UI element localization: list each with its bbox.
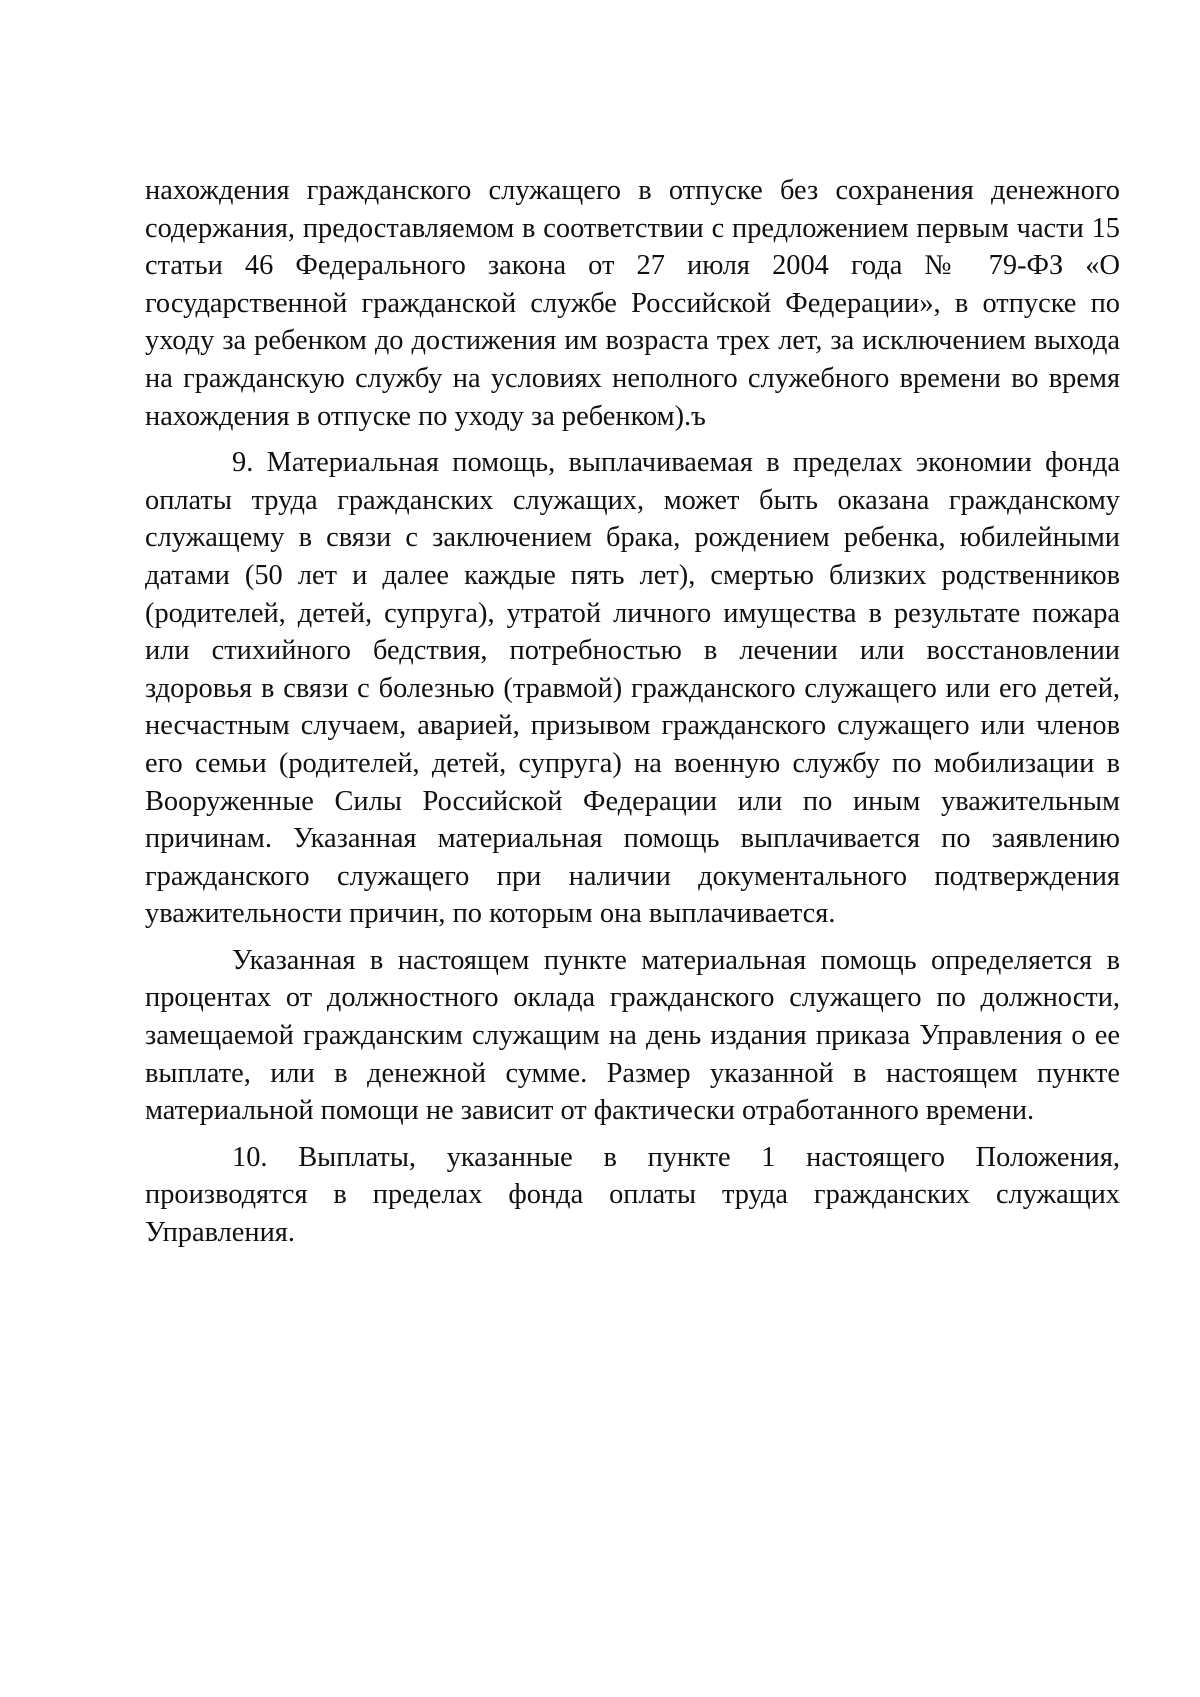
paragraph-continuation: нахождения гражданского служащего в отпуске без сохранения денежного содержания, предоставляемом в соответствии с предложением первым части 15 статьи 46 Федерального закона от 27 июля 2004 года № 79-ФЗ «О государственной гражданской службе Российской Федерации», в отпуске по уходу за ребенком до достижения им возраста трех лет, за исключением выхода на гражданскую службу на условиях неполного служебного времени во время нахождения в отпуске по уходу за ребенком).ъ xyxy=(145,175,1120,432)
document-body xyxy=(145,172,1120,1252)
paragraph-item-9: 9. Материальная помощь, выплачиваемая в пределах экономии фонда оплаты труда гражданских служащих, может быть оказана гражданскому служащему в связи с заключением брака, рождением ребенка, юбилейными датами (50 лет и далее каждые пять лет), смертью близких родственников (родителей, детей, супруга), утратой личного имущества в результате пожара или стихийного бедствия, потребностью в лечении или восстановлении здоровья в связи с болезнью (травмой) гражданского служащего или его детей, несчастным случаем, аварией, призывом гражданского служащего или членов его семьи (родителей, детей, супруга) на военную службу по мобилизации в Вооруженные Силы Российской Федерации или по иным уважительным причинам. Указанная материальная помощь выплачивается по заявлению гражданского служащего при наличии документального подтверждения уважительности причин, по которым она выплачивается. xyxy=(145,447,1120,930)
paragraph-item-9-amount: Указанная в настоящем пункте материальная помощь определяется в процентах от должностного оклада гражданского служащего по должности, замещаемой гражданским служащим на день издания приказа Управления о ее выплате, или в денежной сумме. Размер указанной в настоящем пункте материальной помощи не зависит от фактически отработанного времени. xyxy=(145,944,1120,1127)
paragraph-item-10: 10. Выплаты, указанные в пункте 1 настоящего Положения, производятся в пределах фонда оплаты труда гражданских служащих Управления. xyxy=(145,1141,1120,1249)
